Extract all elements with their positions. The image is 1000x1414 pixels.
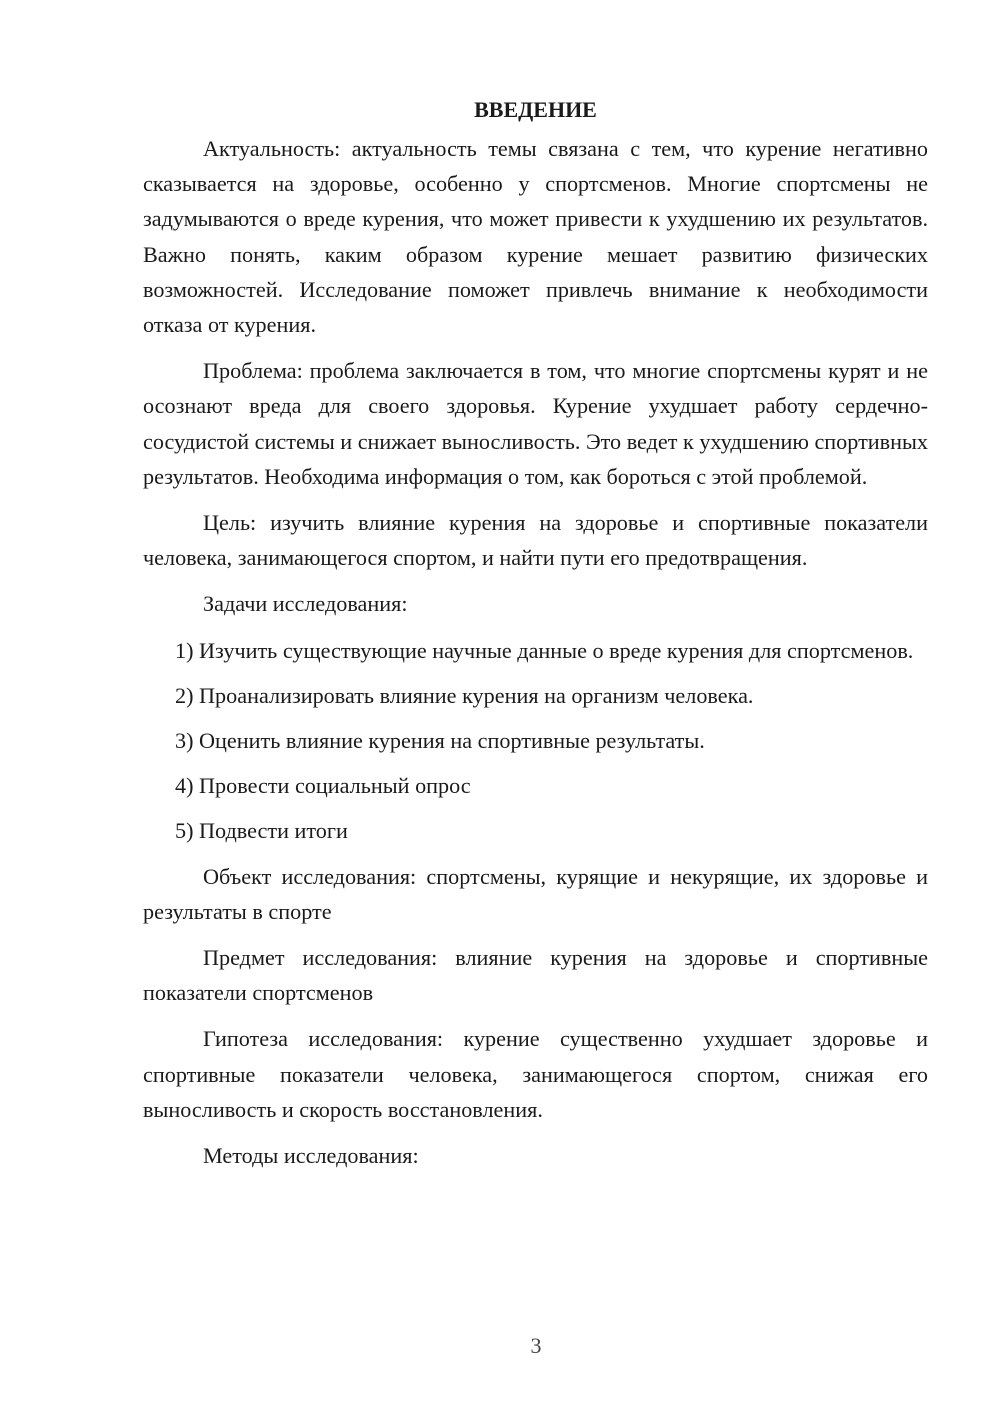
paragraph-problem: Проблема: проблема заключается в том, что многие спортсмены курят и не осознают вреда для своего здоровья. Курение ухудшает работу сердечно-сосудистой системы и снижает выносливость. Это ведет к ухудшению спортивных результатов. Необходима информация о том, как бороться с этой проблемой. [143,358,928,489]
list-item: 3) Оценить влияние курения на спортивные результаты. [175,728,705,754]
paragraph-goal: Цель: изучить влияние курения на здоровье и спортивные показатели человека, занимающегося спортом, и найти пути его предотвращения. [143,510,928,571]
list-item: 2) Проанализировать влияние курения на организм человека. [175,682,754,708]
page-content [143,92,928,1184]
page-title: ВВЕДЕНИЕ [474,97,597,122]
list-item: 5) Подвести итоги [175,818,348,844]
page-number: 3 [530,1333,542,1358]
paragraph-object: Объект исследования: спортсмены, курящие и некурящие, их здоровье и результаты в спорте [143,863,928,924]
methods-heading: Методы исследования: [203,1143,419,1169]
paragraph-hypothesis: Гипотеза исследования: курение существенно ухудшает здоровье и спортивные показатели человека, занимающегося спортом, снижая его выносливость и скорость восстановления. [143,1026,928,1122]
list-item: 1) Изучить существующие научные данные о вреде курения для спортсменов. [175,637,914,663]
paragraph-subject: Предмет исследования: влияние курения на здоровье и спортивные показатели спортсменов [143,945,928,1006]
tasks-list [143,633,928,849]
list-item: 4) Провести социальный опрос [175,773,471,799]
tasks-heading: Задачи исследования: [203,591,408,617]
paragraph-relevance: Актуальность: актуальность темы связана с тем, что курение негативно сказывается на здоровье, особенно у спортсменов. Многие спортсмены не задумываются о вреде курения, что может привести к ухудшению их результатов. Важно понять, каким образом курение мешает развитию физических возможностей. Исследование поможет привлечь внимание к необходимости отказа от курения. [143,136,928,338]
